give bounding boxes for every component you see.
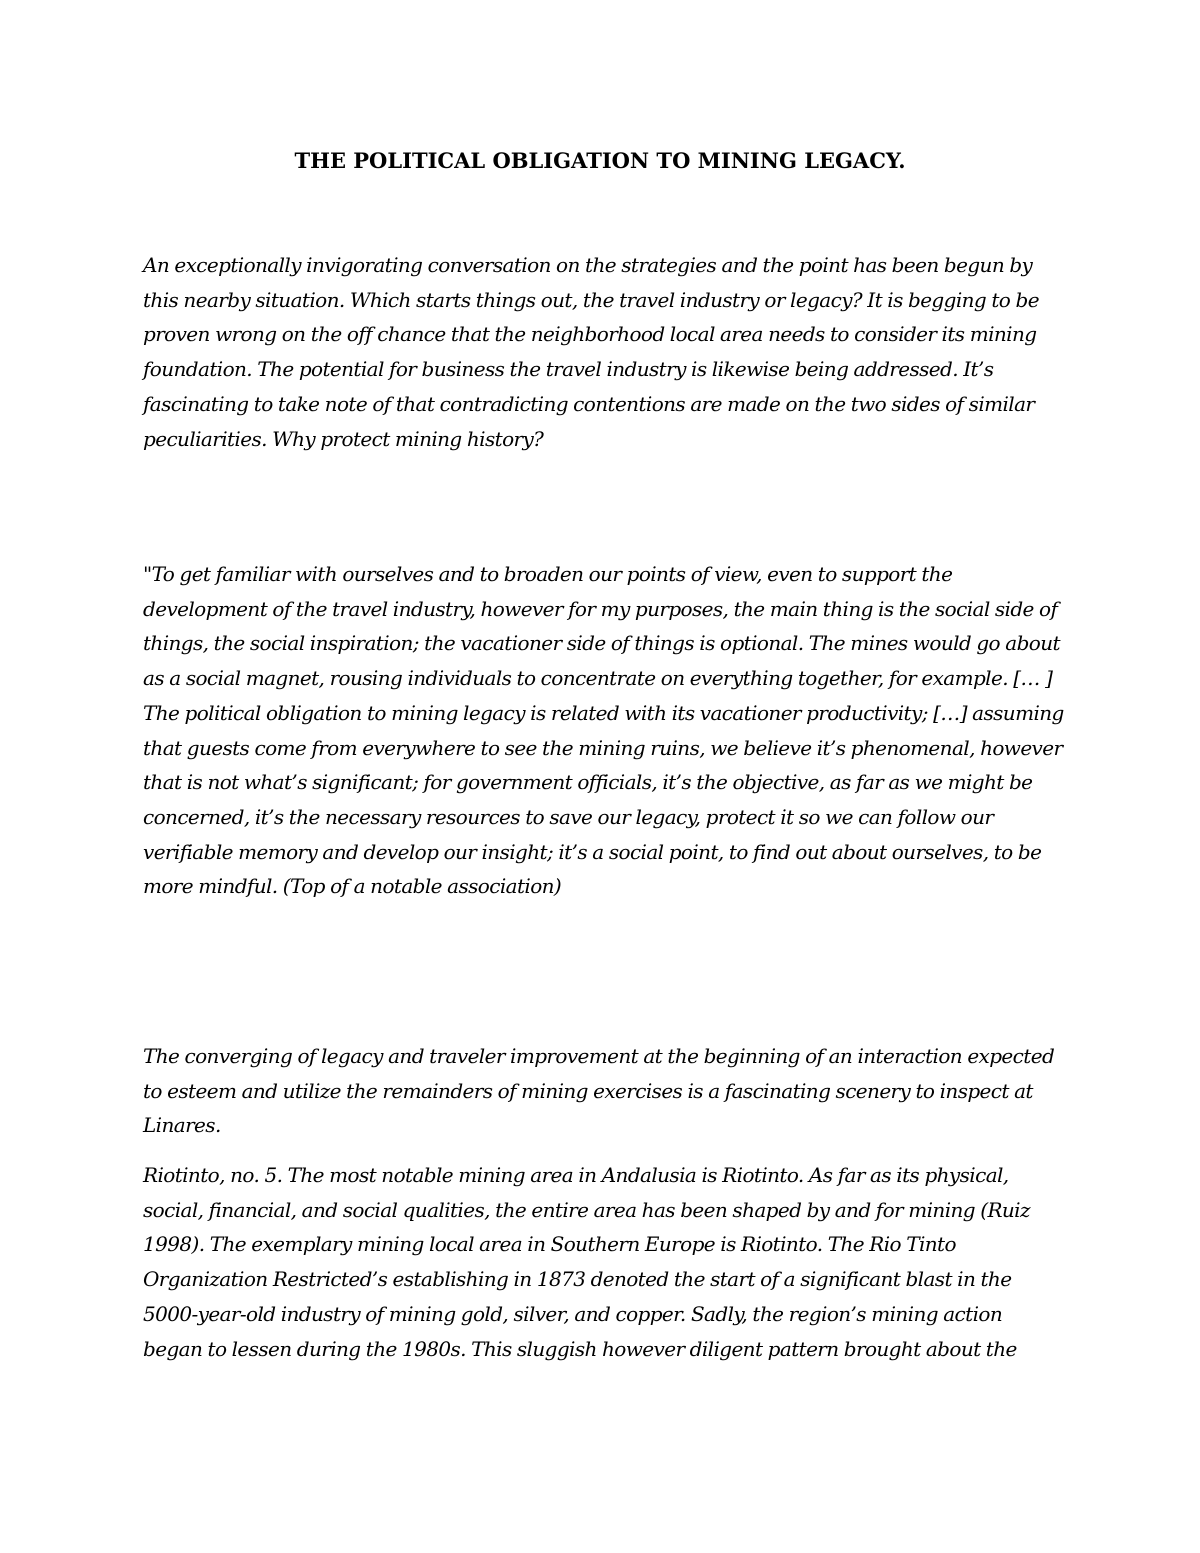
paragraph-riotinto: Riotinto, no. 5. The most notable mining area in Andalusia is Riotinto. As far as its physical, social, financial, and social qualities, the entire area has been shaped by and for mining (Ruiz 1998). The exemplary mining local area in Southern Europe is Riotinto. The Rio Tinto Organization Restricted’s establishing in 1873 denoted the start of a significant blast in the 5000-year-old industry of mining gold, silver, and copper. Sadly, the region’s mining action began to lessen during the 1980s. This sluggish however diligent pattern brought about the <box>143 1163 1030 1361</box>
paragraph-linares: The converging of legacy and traveler improvement at the beginning of an interaction expected to esteem and utilize the remainders of mining exercises is a fascinating scenery to inspect at Linares. <box>143 1044 1055 1138</box>
paragraph-intro: An exceptionally invigorating conversation on the strategies and the point has been begun by this nearby situation. Which starts things out, the travel industry or legacy? It is begging to be proven wrong on the off chance that the neighborhood local area needs to consider its mining foundation. The potential for business the travel industry is likewise being addressed. It’s fascinating to take note of that contradicting contentions are made on the two sides of similar peculiarities. Why protect mining history? <box>143 253 1039 451</box>
document-title: THE POLITICAL OBLIGATION TO MINING LEGACY. <box>294 148 906 173</box>
paragraph-quote: "To get familiar with ourselves and to broaden our points of view, even to support the development of the travel industry, however for my purposes, the main thing is the social side of things, the social inspiration; the vacationer side of things is optional. The mines would go about as a social magnet, rousing individuals to concentrate on everything together, for example. [… ] The political obligation to mining legacy is related with its vacationer productivity; […] assuming that guests come from everywhere to see the mining ruins, we believe it’s phenomenal, however that is not what’s significant; for government officials, it’s the objective, as far as we might be concerned, it’s the necessary resources to save our legacy, protect it so we can follow our verifiable memory and develop our insight; it’s a social point, to find out about ourselves, to be more mindful. (Top of a notable association) <box>143 562 1064 899</box>
